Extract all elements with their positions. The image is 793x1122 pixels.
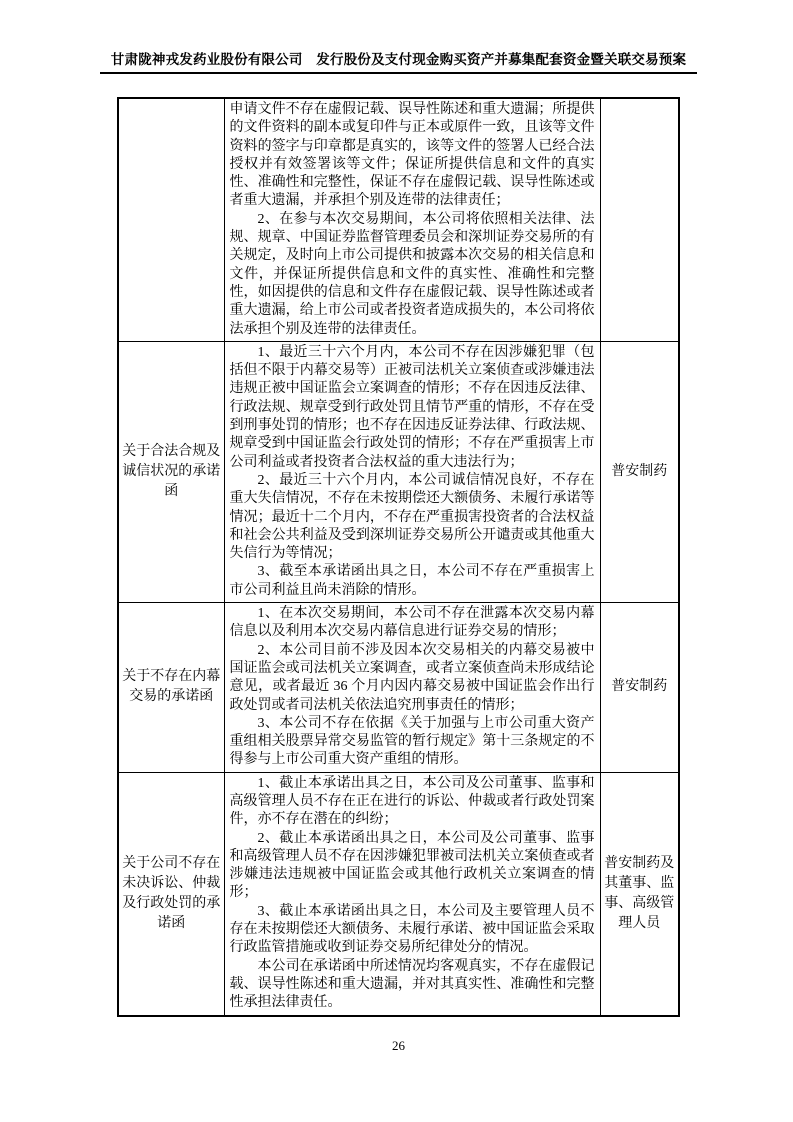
party-name: 普安制药 [600,341,679,602]
commitment-label: 关于不存在内幕交易的承诺函 [118,603,224,773]
page-number: 26 [392,1038,405,1053]
header-divider [100,72,697,74]
party-name: 普安制药及其董事、监事、高级管理人员 [600,772,679,1015]
paragraph: 本公司在承诺函中所述情况均客观真实，不存在虚假记载、误导性陈述和重大遗漏，并对其真实性、准确性和完整性承担法律责任。 [229,958,595,1011]
commitments-table [117,97,680,1017]
paragraph: 1、在本次交易期间，本公司不存在泄露本次交易内幕信息以及利用本次交易内幕信息进行证券交易的情形； [229,606,595,640]
commitment-label: 关于公司不存在未决诉讼、仲裁及行政处罚的承诺函 [118,772,224,1015]
paragraph: 2、最近三十六个月内，本公司诚信情况良好，不存在重大失信情况，不存在未按期偿还大额债务、未履行承诺等情况；最近十二个月内，不存在严重损害投资者的合法权益和社会公共利益及受到深圳证券交易所公开谴责或其他重大失信行为等情况； [229,472,595,562]
paragraph: 3、截止本承诺函出具之日，本公司及主要管理人员不存在未按期偿还大额债务、未履行承诺、被中国证监会采取行政监管措施或收到证券交易所纪律处分的情况。 [229,903,595,956]
commitment-text [224,772,600,1015]
paragraph: 3、本公司不存在依据《关于加强与上市公司重大资产重组相关股票异常交易监管的暂行规定》第十三条规定的不得参与上市公司重大资产重组的情形。 [229,715,595,768]
commitment-text [224,603,600,773]
document-header-title: 甘肃陇神戎发药业股份有限公司 发行股份及支付现金购买资产并募集配套资金暨关联交易预案 [110,52,687,67]
table-row [118,341,679,602]
paragraph: 3、截至本承诺函出具之日，本公司不存在严重损害上市公司利益且尚未消除的情形。 [229,564,595,598]
table-row [118,603,679,773]
commitment-label [118,98,224,341]
commitment-text [224,98,600,341]
table-row [118,98,679,341]
paragraph: 2、在参与本次交易期间，本公司将依照相关法律、法规、规章、中国证券监督管理委员会和深圳证券交易所的有关规定，及时向上市公司提供和披露本次交易的相关信息和文件，并保证所提供信息和文件的真实性、准确性和完整性，如因提供的信息和文件存在虚假记载、误导性陈述或者重大遗漏，给上市公司或者投资者造成损失的，本公司将依法承担个别及连带的法律责任。 [229,211,595,337]
paragraph: 1、最近三十六个月内，本公司不存在因涉嫌犯罪（包括但不限于内幕交易等）正被司法机关立案侦查或涉嫌违法违规正被中国证监会立案调查的情形；不存在因违反法律、行政法规、规章受到行政处罚且情节严重的情形，不存在受到刑事处罚的情形；也不存在因违反证券法律、行政法规、规章受到中国证监会行政处罚的情形；不存在严重损害上市公司利益或者投资者合法权益的重大违法行为； [229,344,595,470]
party-name: 普安制药 [600,603,679,773]
paragraph: 2、本公司目前不涉及因本次交易相关的内幕交易被中国证监会或司法机关立案调查，或者立案侦查尚未形成结论意见，或者最近 36 个月内因内幕交易被中国证监会作出行政处罚或者司法机关依法追究刑事责任的情形； [229,642,595,713]
table-row [118,772,679,1015]
party-name [600,98,679,341]
commitment-label: 关于合法合规及诚信状况的承诺函 [118,341,224,602]
commitment-text [224,341,600,602]
paragraph: 申请文件不存在虚假记载、误导性陈述和重大遗漏；所提供的文件资料的副本或复印件与正本或原件一致，且该等文件资料的签字与印章都是真实的，该等文件的签署人已经合法授权并有效签署该等文件；保证所提供信息和文件的真实性、准确性和完整性，保证不存在虚假记载、误导性陈述或者重大遗漏，并承担个别及连带的法律责任； [229,102,595,209]
paragraph: 1、截止本承诺出具之日，本公司及公司董事、监事和高级管理人员不存在正在进行的诉讼、仲裁或者行政处罚案件，亦不存在潜在的纠纷； [229,775,595,828]
paragraph: 2、截止本承诺函出具之日，本公司及公司董事、监事和高级管理人员不存在因涉嫌犯罪被司法机关立案侦查或者涉嫌违法违规被中国证监会或其他行政机关立案调查的情形； [229,830,595,901]
